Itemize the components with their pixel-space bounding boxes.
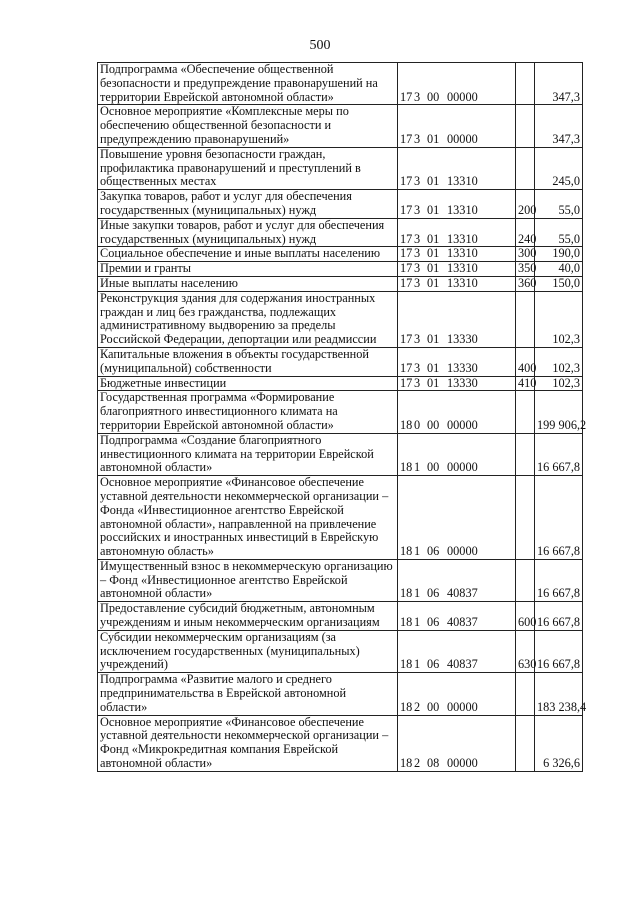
code-measure: 01	[427, 375, 440, 390]
row-name: Подпрограмма «Обеспечение общественной безопасности и предупреждение правонарушений на территории Еврейской автономной области»	[98, 63, 398, 105]
row-amount: 16 667,8	[535, 476, 583, 560]
row-amount: 102,3	[535, 291, 583, 347]
row-name: Капитальные вложения в объекты государственной (муниципальной) собственности	[98, 347, 398, 376]
row-code	[398, 218, 516, 247]
table-row	[98, 602, 583, 631]
row-expense-type: 240	[516, 218, 535, 247]
code-measure: 06	[427, 615, 440, 630]
code-subprogram: 1	[414, 657, 421, 672]
row-name: Иные выплаты населению	[98, 276, 398, 291]
row-expense-type	[516, 433, 535, 475]
row-name: Премии и гранты	[98, 262, 398, 277]
row-code	[398, 433, 516, 475]
code-measure: 01	[427, 174, 440, 189]
code-direction: 40837	[447, 615, 478, 630]
code-direction: 00000	[447, 131, 478, 146]
row-expense-type: 400	[516, 347, 535, 376]
code-program: 17	[400, 231, 413, 246]
row-expense-type: 410	[516, 376, 535, 391]
code-program: 17	[400, 202, 413, 217]
row-expense-type	[516, 476, 535, 560]
code-program: 18	[400, 615, 413, 630]
code-measure: 06	[427, 657, 440, 672]
code-subprogram: 3	[414, 202, 421, 217]
row-name: Социальное обеспечение и иные выплаты населению	[98, 247, 398, 262]
code-subprogram: 1	[414, 615, 421, 630]
code-subprogram: 3	[414, 332, 421, 347]
code-program: 17	[400, 174, 413, 189]
budget-table-body	[98, 62, 587, 772]
code-direction: 00000	[447, 89, 478, 104]
row-name: Основное мероприятие «Комплексные меры по обеспечению общественной безопасности и предупреждению правонарушений»	[98, 105, 398, 147]
code-subprogram: 1	[414, 460, 421, 475]
code-direction: 13330	[447, 360, 478, 375]
table-row	[98, 715, 583, 771]
code-measure: 01	[427, 231, 440, 246]
row-code	[398, 602, 516, 631]
table-row	[98, 391, 583, 433]
row-name: Государственная программа «Формирование благоприятного инвестиционного климата на территории Еврейской автономной области»	[98, 391, 398, 433]
row-name: Подпрограмма «Развитие малого и среднего предпринимательства в Еврейской автономной области»	[98, 673, 398, 715]
code-measure: 01	[427, 246, 440, 261]
row-amount: 245,0	[535, 147, 583, 189]
row-amount: 40,0	[535, 262, 583, 277]
row-code	[398, 376, 516, 391]
table-row	[98, 190, 583, 219]
row-code	[398, 63, 516, 105]
code-direction: 13310	[447, 275, 478, 290]
table-row	[98, 291, 583, 347]
table-row	[98, 276, 583, 291]
code-direction: 13330	[447, 375, 478, 390]
row-name: Реконструкция здания для содержания иностранных граждан и лиц без гражданства, подлежащих административному выдворению за пределы Российской Федерации, депортации или реадмиссии	[98, 291, 398, 347]
code-program: 18	[400, 586, 413, 601]
row-name: Иные закупки товаров, работ и услуг для обеспечения государственных (муниципальных) нужд	[98, 218, 398, 247]
code-direction: 13330	[447, 332, 478, 347]
table-row	[98, 476, 583, 560]
row-code	[398, 559, 516, 601]
code-measure: 00	[427, 89, 440, 104]
row-name: Имущественный взнос в некоммерческую организацию – Фонд «Инвестиционное агентство Еврейской автономной области»	[98, 559, 398, 601]
code-subprogram: 1	[414, 586, 421, 601]
code-program: 18	[400, 544, 413, 559]
row-amount: 55,0	[535, 190, 583, 219]
row-expense-type	[516, 63, 535, 105]
row-code	[398, 262, 516, 277]
row-code	[398, 391, 516, 433]
row-name: Основное мероприятие «Финансовое обеспечение уставной деятельности некоммерческой организации – Фонд «Микрокредитная компания Еврейской автономной области»	[98, 715, 398, 771]
row-code	[398, 715, 516, 771]
row-expense-type: 300	[516, 247, 535, 262]
code-subprogram: 0	[414, 417, 421, 432]
code-measure: 01	[427, 360, 440, 375]
row-name: Закупка товаров, работ и услуг для обеспечения государственных (муниципальных) нужд	[98, 190, 398, 219]
row-name: Субсидии некоммерческим организациям (за исключением государственных (муниципальных) учреждений)	[98, 630, 398, 672]
code-subprogram: 1	[414, 544, 421, 559]
code-direction: 00000	[447, 544, 478, 559]
table-row	[98, 247, 583, 262]
code-direction: 13310	[447, 202, 478, 217]
row-code	[398, 347, 516, 376]
code-subprogram: 3	[414, 89, 421, 104]
row-expense-type	[516, 147, 535, 189]
code-direction: 13310	[447, 261, 478, 276]
code-program: 17	[400, 89, 413, 104]
row-amount: 183 238,4	[535, 673, 583, 715]
code-measure: 08	[427, 756, 440, 771]
code-program: 18	[400, 460, 413, 475]
code-direction: 00000	[447, 460, 478, 475]
code-program: 17	[400, 375, 413, 390]
code-program: 17	[400, 360, 413, 375]
row-expense-type	[516, 391, 535, 433]
code-direction: 13310	[447, 174, 478, 189]
page-number: 500	[309, 38, 331, 53]
row-expense-type	[516, 673, 535, 715]
code-subprogram: 3	[414, 261, 421, 276]
code-direction: 13310	[447, 246, 478, 261]
code-subprogram: 2	[414, 699, 421, 714]
code-subprogram: 3	[414, 375, 421, 390]
code-program: 17	[400, 275, 413, 290]
row-amount: 16 667,8	[535, 602, 583, 631]
row-expense-type: 360	[516, 276, 535, 291]
code-measure: 01	[427, 261, 440, 276]
row-code	[398, 476, 516, 560]
table-row	[98, 630, 583, 672]
code-direction: 13310	[447, 231, 478, 246]
code-subprogram: 3	[414, 231, 421, 246]
row-amount: 150,0	[535, 276, 583, 291]
row-expense-type: 350	[516, 262, 535, 277]
row-expense-type: 630	[516, 630, 535, 672]
budget-table	[97, 62, 587, 772]
table-row	[98, 347, 583, 376]
row-code	[398, 630, 516, 672]
row-amount: 102,3	[535, 376, 583, 391]
table-row	[98, 559, 583, 601]
row-expense-type: 200	[516, 190, 535, 219]
row-expense-type	[516, 715, 535, 771]
row-code	[398, 105, 516, 147]
row-code	[398, 673, 516, 715]
code-subprogram: 3	[414, 174, 421, 189]
row-expense-type	[516, 291, 535, 347]
code-measure: 00	[427, 460, 440, 475]
row-code	[398, 276, 516, 291]
row-code	[398, 247, 516, 262]
code-measure: 00	[427, 417, 440, 432]
code-program: 17	[400, 246, 413, 261]
row-name: Предоставление субсидий бюджетным, автономным учреждениям и иным некоммерческим организациям	[98, 602, 398, 631]
code-measure: 01	[427, 332, 440, 347]
code-measure: 06	[427, 544, 440, 559]
row-name: Повышение уровня безопасности граждан, профилактика правонарушений и преступлений в общественных местах	[98, 147, 398, 189]
code-program: 17	[400, 131, 413, 146]
row-amount: 102,3	[535, 347, 583, 376]
row-amount: 347,3	[535, 105, 583, 147]
table-row	[98, 218, 583, 247]
code-measure: 01	[427, 275, 440, 290]
code-subprogram: 3	[414, 131, 421, 146]
row-amount: 16 667,8	[535, 559, 583, 601]
code-direction: 00000	[447, 699, 478, 714]
row-amount: 347,3	[535, 63, 583, 105]
code-direction: 40837	[447, 586, 478, 601]
code-program: 18	[400, 657, 413, 672]
row-expense-type	[516, 105, 535, 147]
row-amount: 16 667,8	[535, 630, 583, 672]
table-row	[98, 376, 583, 391]
row-expense-type: 600	[516, 602, 535, 631]
table-row	[98, 105, 583, 147]
row-amount: 16 667,8	[535, 433, 583, 475]
code-program: 18	[400, 417, 413, 432]
row-name: Основное мероприятие «Финансовое обеспечение уставной деятельности некоммерческой организации – Фонда «Инвестиционное агентство Еврейской автономной области», направленной на привлечение российских и иностранных инвестиций в Еврейскую автономную область»	[98, 476, 398, 560]
code-direction: 40837	[447, 657, 478, 672]
code-subprogram: 3	[414, 246, 421, 261]
row-amount: 190,0	[535, 247, 583, 262]
row-amount: 6 326,6	[535, 715, 583, 771]
code-direction: 00000	[447, 417, 478, 432]
code-program: 18	[400, 699, 413, 714]
code-subprogram: 3	[414, 360, 421, 375]
row-code	[398, 190, 516, 219]
row-expense-type	[516, 559, 535, 601]
code-measure: 01	[427, 202, 440, 217]
table-row	[98, 63, 583, 105]
row-amount: 199 906,2	[535, 391, 583, 433]
table-row	[98, 673, 583, 715]
row-name: Бюджетные инвестиции	[98, 376, 398, 391]
row-amount: 55,0	[535, 218, 583, 247]
code-measure: 01	[427, 131, 440, 146]
table-row	[98, 262, 583, 277]
table-row	[98, 433, 583, 475]
code-program: 17	[400, 332, 413, 347]
row-name: Подпрограмма «Создание благоприятного инвестиционного климата на территории Еврейской автономной области»	[98, 433, 398, 475]
row-code	[398, 291, 516, 347]
code-measure: 00	[427, 699, 440, 714]
code-subprogram: 2	[414, 756, 421, 771]
code-subprogram: 3	[414, 275, 421, 290]
row-code	[398, 147, 516, 189]
table-row	[98, 147, 583, 189]
code-program: 18	[400, 756, 413, 771]
code-direction: 00000	[447, 756, 478, 771]
code-program: 17	[400, 261, 413, 276]
code-measure: 06	[427, 586, 440, 601]
